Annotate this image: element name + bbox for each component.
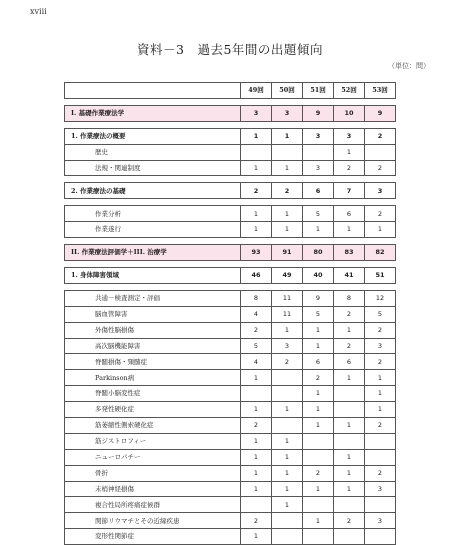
count-cell: 2 xyxy=(241,183,272,199)
count-cell: 1 xyxy=(334,370,365,386)
count-cell: 3 xyxy=(241,105,272,121)
count-cell xyxy=(272,370,303,386)
table-row xyxy=(65,206,396,222)
count-cell xyxy=(365,497,396,513)
count-cell: 2 xyxy=(334,160,365,176)
count-cell: 6 xyxy=(334,354,365,370)
row-label: ニューロパチー xyxy=(65,449,241,465)
row-label: 外傷性脳損傷 xyxy=(65,322,241,338)
count-cell: 2 xyxy=(365,465,396,481)
row-label: 歴史 xyxy=(65,144,241,160)
count-cell: 1 xyxy=(272,206,303,222)
table-row xyxy=(65,306,396,322)
count-cell: 4 xyxy=(241,354,272,370)
category-row xyxy=(65,268,396,284)
count-cell: 5 xyxy=(303,206,334,222)
count-cell: 1 xyxy=(272,402,303,418)
table-row xyxy=(65,290,396,306)
row-label: 筋萎縮性側索硬化症 xyxy=(65,418,241,434)
count-cell: 2 xyxy=(365,354,396,370)
count-cell: 1 xyxy=(334,481,365,497)
row-label: 関節リウマチとその近縁疾患 xyxy=(65,513,241,529)
table-row xyxy=(65,338,396,354)
table-row xyxy=(65,529,396,545)
count-cell: 1 xyxy=(272,449,303,465)
count-cell xyxy=(303,449,334,465)
count-cell: 1 xyxy=(272,433,303,449)
count-cell: 40 xyxy=(303,268,334,284)
table-row xyxy=(65,370,396,386)
count-cell: 2 xyxy=(303,465,334,481)
count-cell: 8 xyxy=(334,290,365,306)
count-cell: 3 xyxy=(303,160,334,176)
count-cell: 3 xyxy=(334,128,365,144)
spacer-row xyxy=(65,199,396,206)
count-cell: 6 xyxy=(334,206,365,222)
spacer-row xyxy=(65,238,396,245)
count-cell: 1 xyxy=(303,481,334,497)
count-cell: 2 xyxy=(334,513,365,529)
table-row xyxy=(65,322,396,338)
header-51: 51回 xyxy=(303,83,334,99)
row-label: 高次脳機能障害 xyxy=(65,338,241,354)
table-row xyxy=(65,513,396,529)
count-cell: 12 xyxy=(365,290,396,306)
count-cell xyxy=(272,144,303,160)
count-cell: 83 xyxy=(334,245,365,261)
count-cell: 1 xyxy=(365,402,396,418)
count-cell xyxy=(241,497,272,513)
row-label: 複合性局所疼痛症候群 xyxy=(65,497,241,513)
count-cell: 1 xyxy=(272,481,303,497)
count-cell: 2 xyxy=(272,183,303,199)
count-cell: 80 xyxy=(303,245,334,261)
page-title: 資料－3 過去5年間の出題傾向 xyxy=(137,42,323,57)
count-cell: 1 xyxy=(334,449,365,465)
count-cell: 1 xyxy=(365,222,396,238)
count-cell: 1 xyxy=(303,338,334,354)
table-body xyxy=(65,98,396,544)
spacer-cell xyxy=(65,199,396,206)
count-cell: 5 xyxy=(303,306,334,322)
count-cell: 5 xyxy=(365,306,396,322)
count-cell: 1 xyxy=(272,322,303,338)
count-cell: 2 xyxy=(365,322,396,338)
count-cell: 4 xyxy=(241,306,272,322)
row-label: 末梢神経損傷 xyxy=(65,481,241,497)
count-cell: 1 xyxy=(241,222,272,238)
count-cell: 1 xyxy=(241,206,272,222)
count-cell: 1 xyxy=(241,402,272,418)
header-blank xyxy=(65,83,241,99)
row-label: 脊髄小脳変性症 xyxy=(65,386,241,402)
table-header-row xyxy=(65,83,396,99)
category-row xyxy=(65,183,396,199)
row-label: 作業遂行 xyxy=(65,222,241,238)
count-cell: 2 xyxy=(365,128,396,144)
header-49: 49回 xyxy=(241,83,272,99)
count-cell: 49 xyxy=(272,268,303,284)
row-label: 多発性硬化症 xyxy=(65,402,241,418)
row-label: 骨折 xyxy=(65,465,241,481)
table-row xyxy=(65,481,396,497)
count-cell: 1 xyxy=(272,222,303,238)
count-cell xyxy=(334,386,365,402)
row-label: 2. 作業療法の基礎 xyxy=(65,183,241,199)
count-cell: 2 xyxy=(334,306,365,322)
count-cell: 1 xyxy=(303,386,334,402)
spacer-cell xyxy=(65,98,396,105)
spacer-cell xyxy=(65,121,396,128)
row-label: 変形性関節症 xyxy=(65,529,241,545)
table-row xyxy=(65,497,396,513)
count-cell: 93 xyxy=(241,245,272,261)
row-label: 共通－検査測定・評価 xyxy=(65,290,241,306)
count-cell: 1 xyxy=(241,449,272,465)
count-cell: 1 xyxy=(241,160,272,176)
count-cell: 1 xyxy=(303,222,334,238)
count-cell xyxy=(272,529,303,545)
spacer-cell xyxy=(65,261,396,268)
count-cell: 1 xyxy=(272,465,303,481)
count-cell: 1 xyxy=(241,370,272,386)
count-cell: 5 xyxy=(241,338,272,354)
header-53: 53回 xyxy=(365,83,396,99)
count-cell: 1 xyxy=(334,322,365,338)
table-row xyxy=(65,222,396,238)
count-cell xyxy=(303,529,334,545)
count-cell: 1 xyxy=(272,128,303,144)
count-cell xyxy=(303,433,334,449)
table-row xyxy=(65,160,396,176)
row-label: 脳血管障害 xyxy=(65,306,241,322)
count-cell: 1 xyxy=(241,433,272,449)
count-cell: 11 xyxy=(272,306,303,322)
count-cell: 2 xyxy=(365,206,396,222)
table-row xyxy=(65,449,396,465)
count-cell xyxy=(272,418,303,434)
spacer-row xyxy=(65,283,396,290)
count-cell xyxy=(365,433,396,449)
count-cell: 2 xyxy=(272,354,303,370)
row-label: II. 作業療法評価学＋III. 治療学 xyxy=(65,245,241,261)
row-label: 筋ジストロフィー xyxy=(65,433,241,449)
count-cell: 2 xyxy=(365,418,396,434)
count-cell xyxy=(334,433,365,449)
count-cell: 1 xyxy=(334,144,365,160)
table-row xyxy=(65,433,396,449)
row-label: 脊髄損傷・頸髄症 xyxy=(65,354,241,370)
count-cell xyxy=(365,529,396,545)
count-cell xyxy=(334,529,365,545)
count-cell: 3 xyxy=(303,128,334,144)
count-cell: 6 xyxy=(303,183,334,199)
count-cell xyxy=(272,386,303,402)
frequency-table xyxy=(64,82,396,545)
count-cell xyxy=(241,144,272,160)
count-cell: 11 xyxy=(272,290,303,306)
count-cell: 2 xyxy=(303,370,334,386)
row-label: Parkinson病 xyxy=(65,370,241,386)
count-cell: 1 xyxy=(365,386,396,402)
table-row xyxy=(65,465,396,481)
count-cell: 1 xyxy=(303,322,334,338)
count-cell: 9 xyxy=(303,290,334,306)
count-cell: 9 xyxy=(365,105,396,121)
count-cell xyxy=(334,402,365,418)
count-cell xyxy=(241,386,272,402)
count-cell: 82 xyxy=(365,245,396,261)
header-52: 52回 xyxy=(334,83,365,99)
count-cell: 8 xyxy=(241,290,272,306)
count-cell: 51 xyxy=(365,268,396,284)
row-label: 1. 作業療法の概要 xyxy=(65,128,241,144)
count-cell: 3 xyxy=(365,481,396,497)
count-cell: 1 xyxy=(334,465,365,481)
spacer-row xyxy=(65,176,396,183)
category-row xyxy=(65,128,396,144)
section-row xyxy=(65,105,396,121)
count-cell xyxy=(334,497,365,513)
spacer-row xyxy=(65,261,396,268)
count-cell: 6 xyxy=(303,354,334,370)
count-cell: 3 xyxy=(272,105,303,121)
count-cell: 2 xyxy=(365,160,396,176)
count-cell: 3 xyxy=(272,338,303,354)
spacer-cell xyxy=(65,283,396,290)
unit-note: （単位：問） xyxy=(388,62,430,70)
count-cell: 1 xyxy=(241,128,272,144)
count-cell: 1 xyxy=(334,418,365,434)
count-cell: 3 xyxy=(365,513,396,529)
section-row xyxy=(65,245,396,261)
count-cell: 1 xyxy=(272,160,303,176)
count-cell: 10 xyxy=(334,105,365,121)
count-cell: 1 xyxy=(272,497,303,513)
count-cell xyxy=(365,144,396,160)
count-cell: 91 xyxy=(272,245,303,261)
count-cell: 2 xyxy=(241,513,272,529)
count-cell xyxy=(303,497,334,513)
row-label: 作業分析 xyxy=(65,206,241,222)
count-cell: 2 xyxy=(334,338,365,354)
header-50: 50回 xyxy=(272,83,303,99)
spacer-cell xyxy=(65,238,396,245)
count-cell xyxy=(272,513,303,529)
table-row xyxy=(65,144,396,160)
count-cell: 1 xyxy=(241,481,272,497)
count-cell: 1 xyxy=(303,418,334,434)
table-row xyxy=(65,386,396,402)
count-cell: 46 xyxy=(241,268,272,284)
spacer-cell xyxy=(65,176,396,183)
count-cell: 3 xyxy=(365,183,396,199)
count-cell: 1 xyxy=(303,402,334,418)
table-row xyxy=(65,418,396,434)
spacer-row xyxy=(65,121,396,128)
spacer-row xyxy=(65,98,396,105)
count-cell: 1 xyxy=(303,513,334,529)
count-cell xyxy=(303,144,334,160)
row-label: 法規・関連制度 xyxy=(65,160,241,176)
count-cell: 1 xyxy=(241,465,272,481)
count-cell: 1 xyxy=(241,529,272,545)
count-cell: 1 xyxy=(365,370,396,386)
table-row xyxy=(65,402,396,418)
row-label: 1. 身体障害領域 xyxy=(65,268,241,284)
count-cell: 2 xyxy=(241,322,272,338)
count-cell: 9 xyxy=(303,105,334,121)
row-label: I. 基礎作業療法学 xyxy=(65,105,241,121)
count-cell: 3 xyxy=(365,338,396,354)
table-row xyxy=(65,354,396,370)
count-cell xyxy=(365,449,396,465)
count-cell: 7 xyxy=(334,183,365,199)
count-cell: 1 xyxy=(334,222,365,238)
count-cell: 2 xyxy=(241,418,272,434)
page-number: xviii xyxy=(30,7,47,16)
count-cell: 41 xyxy=(334,268,365,284)
